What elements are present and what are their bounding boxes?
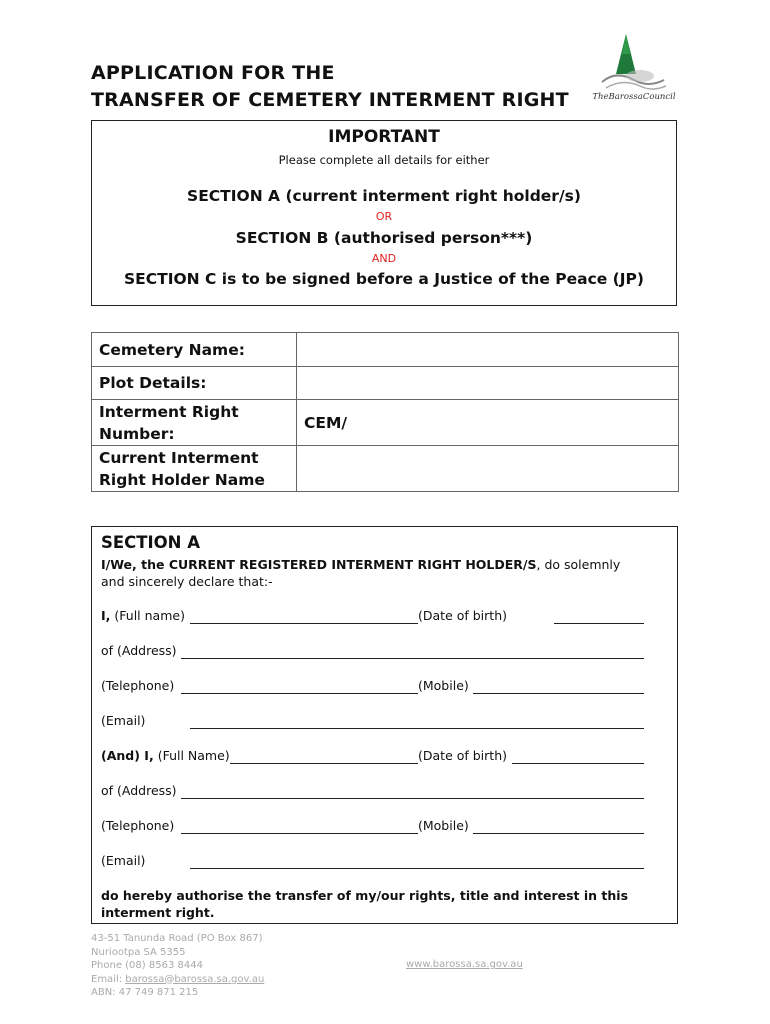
current-holder-field[interactable]: [297, 446, 679, 492]
person2-name-label: [101, 748, 230, 763]
important-subheading: Please complete all details for either: [278, 153, 490, 167]
person2-dob-line[interactable]: [512, 763, 644, 764]
person1-address-line[interactable]: [181, 658, 644, 659]
person1-telephone-label: (Telephone): [101, 678, 175, 693]
person2-mobile-line[interactable]: [473, 833, 644, 834]
plot-details-field[interactable]: [297, 367, 679, 400]
footer-email-link[interactable]: barossa@barossa.sa.gov.au: [125, 973, 265, 985]
person1-mobile-label: (Mobile): [418, 678, 469, 693]
person1-dob-line[interactable]: [554, 623, 644, 624]
current-holder-label: Current Interment Right Holder Name: [92, 446, 297, 492]
person2-telephone-label: (Telephone): [101, 818, 175, 833]
section-a-box: [91, 526, 678, 924]
person1-email-label: (Email): [101, 713, 146, 728]
person1-prefix: I,: [101, 608, 111, 623]
person1-telephone-line[interactable]: [181, 693, 418, 694]
section-a-intro: [101, 556, 641, 590]
person2-prefix: (And) I,: [101, 748, 154, 763]
important-heading: IMPORTANT: [328, 127, 440, 147]
authorisation-declaration: do hereby authorise the transfer of my/our rights, title and interest in this interment right.: [101, 888, 629, 920]
footer-email-prefix: Email:: [91, 973, 126, 985]
form-title: [91, 60, 591, 114]
footer-phone: Phone (08) 8563 8444: [91, 960, 203, 971]
person2-telephone-line[interactable]: [181, 833, 418, 834]
person1-name-label: [101, 608, 185, 623]
cemetery-name-field[interactable]: [297, 333, 679, 367]
person2-address-line[interactable]: [181, 798, 644, 799]
person2-full-name-line[interactable]: [230, 763, 418, 764]
important-and: AND: [371, 252, 397, 265]
person2-dob-label: (Date of birth): [418, 748, 507, 763]
table-row: [92, 367, 679, 400]
table-row: [92, 446, 679, 492]
person2-mobile-label: (Mobile): [418, 818, 469, 833]
section-a-intro-rest: , do solemnly and sincerely declare that:-: [101, 557, 621, 589]
person1-dob-label: (Date of birth): [418, 608, 507, 623]
footer-address1: 43-51 Tanunda Road (PO Box 867): [91, 933, 263, 944]
person1-address-label: of (Address): [101, 643, 177, 658]
section-a-intro-bold: I/We, the CURRENT REGISTERED INTERMENT RIGHT HOLDER/S: [101, 557, 537, 572]
person1-mobile-line[interactable]: [473, 693, 644, 694]
person2-email-label: (Email): [101, 853, 146, 868]
logo-wordmark: TheBarossaCouncil: [592, 92, 676, 102]
full-name-label-2: (Full Name): [157, 748, 230, 763]
important-section-b: SECTION B (authorised person***): [235, 229, 533, 247]
important-or: OR: [375, 210, 393, 223]
person2-email-line[interactable]: [190, 868, 644, 869]
footer-address2: Nuriootpa SA 5355: [91, 946, 186, 958]
interment-right-number-label: Interment Right Number:: [92, 400, 297, 446]
footer-abn: ABN: 47 749 871 215: [91, 987, 199, 998]
person1-email-line[interactable]: [190, 728, 644, 729]
person2-address-label: of (Address): [101, 783, 177, 798]
cemetery-name-label: Cemetery Name:: [92, 333, 297, 367]
table-row: [92, 333, 679, 367]
section-a-title: SECTION A: [101, 533, 201, 552]
full-name-label: (Full name): [114, 608, 185, 623]
table-row: [92, 400, 679, 446]
footer-email-row: [91, 973, 264, 987]
footer-contact: [91, 932, 264, 1000]
important-notice: [91, 120, 677, 306]
cemetery-details-table: [91, 332, 679, 492]
important-section-c: SECTION C is to be signed before a Justice of the Peace (JP): [124, 270, 644, 288]
person1-full-name-line[interactable]: [190, 623, 418, 624]
form-title-line2: TRANSFER OF CEMETERY INTERMENT RIGHT: [91, 89, 569, 111]
interment-right-number-field[interactable]: CEM/: [297, 400, 679, 446]
important-section-a: SECTION A (current interment right holder/s): [187, 187, 581, 205]
footer-website-link[interactable]: www.barossa.sa.gov.au: [406, 959, 523, 970]
plot-details-label: Plot Details:: [92, 367, 297, 400]
form-title-line1: APPLICATION FOR THE: [91, 62, 335, 84]
